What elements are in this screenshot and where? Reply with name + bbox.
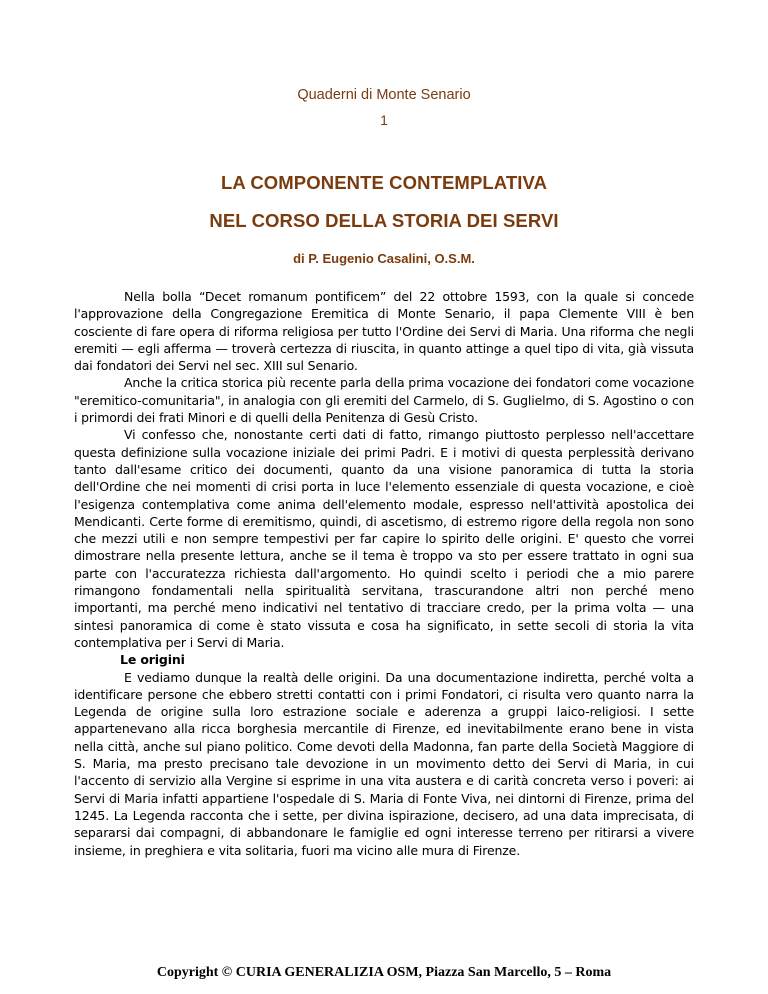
section-heading: Le origini bbox=[120, 652, 185, 668]
paragraph: Nella bolla “Decet romanum pontificem” del 22 ottobre 1593, con la quale si concede l'approvazione della Congregazione Eremitica di Monte Senario, il papa Clemente VIII è ben cosciente di fare opera di riforma religiosa per tutto l'Ordine dei Servi di Maria. Una riforma che negli eremiti — egli afferma — troverà certezza di riuscita, in quanto attinge a quel tipo di vita, già vissuta dai fondatori dei Servi nel sec. XIII sul Senario. bbox=[74, 289, 694, 374]
body-text bbox=[74, 288, 694, 859]
paragraph: Anche la critica storica più recente parla della prima vocazione dei fondatori come vocazione "eremitico-comunitaria", in analogia con gli eremiti del Carmelo, di S. Guglielmo, di S. Agostino o con i primordi dei frati Minori e di quelli della Penitenza di Gesù Cristo. bbox=[74, 375, 694, 426]
document-title-line-2: NEL CORSO DELLA STORIA DEI SERVI bbox=[209, 210, 559, 231]
paragraph: Vi confesso che, nonostante certi dati di fatto, rimango piuttosto perplesso nell'accettare questa definizione sulla vocazione iniziale dei primi Padri. E i motivi di questa perplessità derivano tanto dall'esame critico dei documenti, quanto da una visione panoramica di tutta la storia dell'Ordine che nei momenti di crisi porta in luce l'elemento essenziale di questa vocazione, e cioè l'esigenza contemplativa come anima dell'elemento modale, espresso nell'attività apostolica dei Mendicanti. Certe forme di eremitismo, quindi, di ascetismo, di estremo rigore della regola non sono che mezzi utili e non sempre tempestivi per far capire lo spirito delle origini. E' questo che vorrei dimostrare nella presente lettura, anche se il tema è troppo va sto per essere trattato in ogni sua parte con l'accuratezza richiesta dall'argomento. Ho quindi scelto i periodi che a mio parere rimangono fondamentali nella spiritualità servitana, trascurandone altri non perché meno importanti, ma perché meno indicativi nel tentativo di tracciare credo, per la prima volta — una sintesi panoramica di come è stato vissuta e cosa ha significato, in sette secoli di storia la vita contemplativa per i Servi di Maria. bbox=[74, 427, 694, 650]
author-line: di P. Eugenio Casalini, O.S.M. bbox=[293, 251, 475, 266]
document-title-line-1: LA COMPONENTE CONTEMPLATIVA bbox=[220, 172, 548, 193]
series-title: Quaderni di Monte Senario bbox=[297, 87, 471, 103]
paragraph: E vediamo dunque la realtà delle origini. Da una documentazione indiretta, perché volta a identificare persone che ebbero stretti contatti con i primi Fondatori, ci risulta vero quanto narra la Legenda de origine sulla loro estrazione sociale e aderenza a gruppi laico-religiosi. I sette appartenevano alla ricca borghesia mercantile di Firenze, ed inevitabilmente erano bene in vista nella città, anche sul piano politico. Come devoti della Madonna, fan parte della Società Maggiore di S. Maria, ma presto precisano tale devozione in un movimento detto dei Servi di Maria, in cui l'accento di servizio alla Vergine si esprime in una vita austera e di carità concreta verso i poveri: ai Servi di Maria infatti appartiene l'ospedale di S. Maria di Fonte Viva, nei dintorni di Firenze, prima del 1245. La Legenda racconta che i sette, per divina ispirazione, decisero, ad una data imprecisata, di separarsi dai compagni, di abbandonare le famiglie ed ogni interesse terreno per ritirarsi a vivere insieme, in preghiera e vita solitaria, fuori ma vicino alle mura di Firenze. bbox=[74, 669, 694, 858]
copyright-footer: Copyright © CURIA GENERALIZIA OSM, Piazza San Marcello, 5 – Roma bbox=[156, 965, 612, 980]
issue-number: 1 bbox=[380, 112, 388, 128]
